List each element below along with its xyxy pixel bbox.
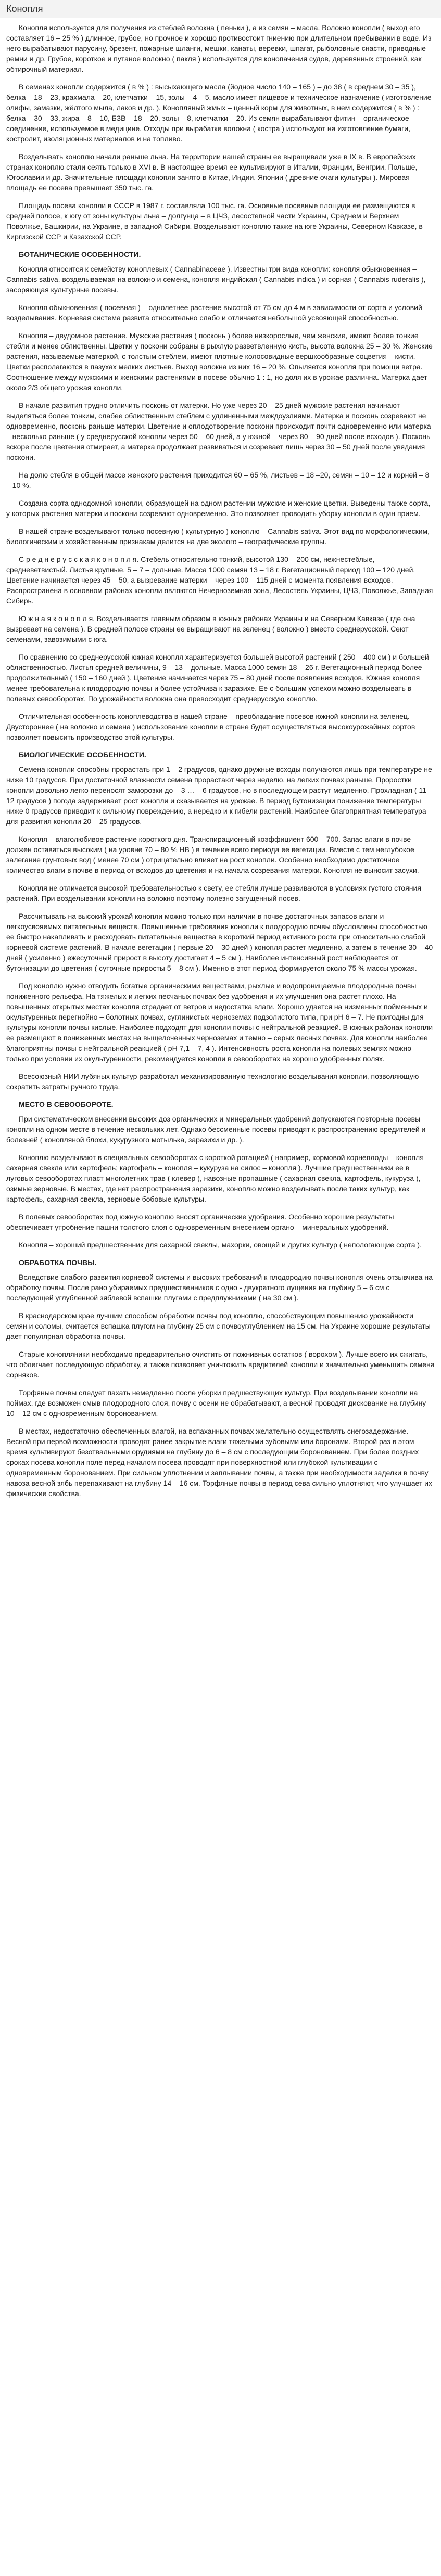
title-bar xyxy=(0,0,441,18)
paragraph: По сравнению со среднерусской южная конопля характеризуется большей высотой растений ( 250 – 400 см ) и большей облиственностью. Листья средней величины, 9 – 13 – дольные. Масса 1000 семян 18 – 26 г. Вегетационный период более продолжительный ( 150 – 160 дней ). Цветение начинается через 75 – 80 дней после появления всходов. Южная конопля менее требовательна к плодородию почвы и более устойчива к заразихе. Ее с большим успехом можно возделывать в полевых севооборотах. По урожайности волокна она превосходит среднерусскую коноплю. xyxy=(6,653,429,703)
page-title: Конопля xyxy=(6,4,43,14)
paragraph: Возделывать коноплю начали раньше льна. На территории нашей страны ее выращивали уже в IX в. В европейских странах коноплю стали сеять только в XVI в. В настоящее время ее культивируют в Италии, Франции, Венгрии, Польше, Югославии и др. Значительные площади конопли занято в Китае, Индии, Японии ( древние очаги культуры ). Мировая площадь ее посева превышает 350 тыс. га. xyxy=(6,152,418,192)
paragraph: Под коноплю нужно отводить богатые органическими веществами, рыхлые и водопроницаемые плодородные почвы пониженного рельефа. На тяжелых и легких песчаных почвах без удобрения и их улучшения она растет плохо. На повышенных открытых местах конопля страдает от ветров и недостатка влаги. Хорошо удается на низменных пойменных и окультуренных перегнойно – болотных почвах, суглинистых черноземах подзолистого типа, при рН 6 – 7. Не пригодны для культуры конопли почвы кислые. Наиболее подходят для конопли почвы с нейтральной реакцией. В южных районах конопли ее размещают в пониженных местах на выщелоченных черноземах и темно – серых лесных почвах. Для конопли наиболее благоприятны почвы с нейтральной реакцией ( рН 7,1 – 7, 4 ). Интенсивность роста конопли на полевых землях можно только при условии их окультуренности, рекомендуется конопли в севооборотах на хорошо удобренных полях. xyxy=(6,982,433,1063)
paragraph: Коноплю возделывают в специальных севооборотах с короткой ротацией ( например, кормовой корнеплоды – конопля – сахарная свекла или картофель; картофель – конопля – кукуруза на силос – конопля ). Лучшие предшественники ее в луговых севооборотах пласт многолетних трав ( клевер ), навозные пропашные ( сахарная свекла, картофель, кукуруза ), озимые зерновые. В местах, где нет распространения заразихи, коноплю можно возделывать после таких культур, как картофель, сахарная свекла, зерновые бобовые культуры. xyxy=(6,1153,430,1203)
paragraph: В местах, недостаточно обеспеченных влагой, на вспаханных почвах желательно осуществлять снегозадержание. Весной при первой возможности проводят ранее закрытие влаги тяжелыми зубовыми или боронами. Второй раз в этом время культивируют безотвальными орудиями на глубину до 6 – 8 см с последующим боронованием. При более поздних сроках посева конопли поле перед началом посева проводят при поверхностной или глубокой культивации с одновременным боронованием. При сильном уплотнении и заплывании почвы, а также при необходимости заделки в почву навоза весной зябь перепахивают на глубину 14 – 16 см. Торфяные почвы в период сева сильно уплотняют, что улучшает их физические свойства. xyxy=(6,1427,432,1498)
paragraph: Конопля – влаголюбивое растение короткого дня. Транспирационный коэффициент 600 – 700. Запас влаги в почве должен оставаться высоким ( на уровне 70 – 80 % НВ ) в течение всего периода ее вегетации. Вместе с тем неглубокое залегание грунтовых вод ( менее 70 см ) отрицательно влияет на рост конопли. Особенно необходимо достаточное количество влаги в почве в период от всходов до цветения и на начала созревания матерки. Конопля не выносит засухи. xyxy=(6,835,419,874)
paragraph: Конопля относится к семейству коноплевых ( Cannabinaceae ). Известны три вида конопли: конопля обыкновенная – Cannabis sativa, возделываемая на волокно и семена, конопля индийская ( Cannabis indica ) и сорная ( Cannabis ruderalis ), засоряющая культурные посевы. xyxy=(6,265,426,294)
paragraph: В начале развития трудно отличить посконь от матерки. Но уже через 20 – 25 дней мужские растения начинают выделяться более тонким, слабее облиственным стеблем с удлиненными междоузлиями. Матерка и посконь созревают не одновременно, посконь раньше матерки. Цветение и оплодотворение поскони происходит почти одновременно или матерка – несколько раньше ( у среднерусской конопли через 50 – 60 дней, а у южной – через 80 – 90 дней после всходов ). Посконь вскоре после цветения отмирает, а матерка продолжает развиваться и созревает лишь через 30 – 50 дней после увядания поскони. xyxy=(6,401,431,461)
paragraph: Всесоюзный НИИ лубяных культур разработал механизированную технологию возделывания конопли, позволяющую сократить затраты ручного труда. xyxy=(6,1072,419,1091)
section-heading: БОТАНИЧЕСКИЕ ОСОБЕННОСТИ. xyxy=(19,250,141,259)
paragraph: Семена конопли способны прорастать при 1 – 2 градусов, однако дружные всходы получаются лишь при температуре не ниже 10 градусов. При достаточной влажности семена прорастают через неделю, на легких почвах раньше. Проростки конопли довольно легко переносят заморозки до – 3 … – 6 градусов, но в последующем растут медленно. Прохладная ( 11 – 12 градусов ) погода задерживает рост конопли и сказывается на урожае. В период бутонизации понижение температуры ниже 0 градусов приводит к сильному повреждению, а нередко и к гибели растений. Наиболее благоприятная температура для развития конопли 20 – 25 градусов. xyxy=(6,765,433,826)
paragraph: Старые конопляники необходимо предварительно очистить от пожнивных остатков ( ворохом ). Лучше всего их сжигать, что облегчает последующую обработку, а также позволяет уничтожить вредителей конопли и значительно уменьшить семена сорняков. xyxy=(6,1350,435,1379)
section-heading: МЕСТО В СЕВООБОРОТЕ. xyxy=(19,1100,114,1109)
section-heading: БИОЛОГИЧЕСКИЕ ОСОБЕННОСТИ. xyxy=(19,751,146,759)
paragraph: Конопля используется для получения из стеблей волокна ( пеньки ), а из семян – масла. Волокно конопли ( выход его составляет 16 – 25 % ) длинное, грубое, но прочное и хорошо противостоит гниению при длительном пребывании в воде. Из него вырабатывают парусину, брезент, пожарные шланги, мешки, канаты, веревки, шпагат, рыболовные снасти, приводные ремни и др. Грубое, короткое и путаное волокно ( пакля ) используется для конопачения судов, деревянных строений, как обтирочный материал. xyxy=(6,23,432,73)
paragraph: Торфяные почвы следует пахать немедленно после уборки предшествующих культур. При возделывании конопли на поймах, где возможен смыв плодородного слоя, почву с осени не обрабатывают, а весной проводят дискование на глубину 10 – 12 см с одновременным боронованием. xyxy=(6,1388,426,1418)
paragraph: В нашей стране возделывают только посевную ( культурную ) коноплю – Cannabis sativa. Этот вид по морфологическим, биологическим и хозяйственным признакам делится на две эколого – географические группы. xyxy=(6,527,430,546)
paragraph: При систематическом внесении высоких доз органических и минеральных удобрений допускаются повторные посевы конопли на одном месте в течение нескольких лет. Однако бессменные посевы приводят к распространению вредителей и болезней ( конопляной блохи, кукурузного мотылька, заразихи и др. ). xyxy=(6,1115,426,1144)
paragraph: Отличительная особенность коноплеводства в нашей стране – преобладание посевов южной конопли на зеленец. Двустороннее ( на волокно и семена ) использование конопли в стране будет осуществляться высокоурожайных сортов позволяет повысить производство этой культуры. xyxy=(6,712,415,741)
paragraph: В полевых севооборотах под южную коноплю вносят органические удобрения. Особенно хорошие результаты обеспечивает утробнение пашни толстого слоя с одновременным внесением органо – минеральных удобрений. xyxy=(6,1213,394,1231)
paragraph: На долю стебля в общей массе женского растения приходится 60 – 65 %, листьев – 18 –20, семян – 10 – 12 и корней – 8 – 10 %. xyxy=(6,471,430,490)
paragraph: Конопля – двудомное растение. Мужские растения ( посконь ) более низкорослые, чем женские, имеют более тонкие стебли и менее облиственны. Цветки у поскони собраны в рыхлую разветвленную кисть, высота волокна 25 – 30 %. Женские растения, называемые матеркой, с толстым стеблем, имеют плотные колосовидные вершкообразные соцветия – кисти. Цветки располагаются в пазухах мелких листьев. Выход волокна из них 16 – 20 %. Опыляется конопля при помощи ветра. Соотношение между мужскими и женскими растениями в посеве обычно 1 : 1, но доля их в урожае различна. Матерка дает около 2/3 общего урожая конопли. xyxy=(6,331,433,392)
paragraph: Конопля обыкновенная ( посевная ) – однолетнее растение высотой от 75 см до 4 м в зависимости от сорта и условий возделывания. Корневая система развита относительно слабо и отличается небольшой усвояющей способностью. xyxy=(6,303,422,322)
paragraph: Создана сорта однодомной конопли, образующей на одном растении мужские и женские цветки. Выведены также сорта, у которых растения матерки и поскони созревают одновременно. Это позволяет проводить уборку конопли в один прием. xyxy=(6,499,431,518)
paragraph: В краснодарском крае лучшим способом обработки почвы под коноплю, способствующим повышению урожайности семян и соломы, считается вспашка плугом на глубину 25 см с почвоуглублением на 15 см. На Украине хорошие результаты дает популярная обработка почвы. xyxy=(6,1311,431,1341)
article-body xyxy=(0,18,441,1499)
paragraph: Рассчитывать на высокий урожай конопли можно только при наличии в почве достаточных запасов влаги и легкоусвояемых питательных веществ. Повышенные требования конопли к плодородию почвы обусловлены способностью ее быстро накапливать и расходовать питательные вещества в короткий период активного роста при относительно слабой корневой системе растений. В начале вегетации ( первые 20 – 30 дней ) конопля растет медленно, а затем в течение 30 – 40 дней ( усиленно ) ежесуточный прирост в высоту достигает 4 – 5 см ). Наиболее интенсивный рост наблюдается от бутонизации до цветения ( суточные приросты 5 – 8 см ). Именно в этот период формируется около 75 % массы урожая. xyxy=(6,912,433,972)
paragraph: Ю ж н а я к о н о п л я. Возделывается главным образом в южных районах Украины и на Северном Кавказе ( где она вызревает на семена ). В средней полосе страны ее выращивают на зеленец ( волокно ) вместо среднерусской. Сеют семенами, завозимыми с юга. xyxy=(6,614,415,643)
paragraph: Вследствие слабого развития корневой системы и высоких требований к плодородию почвы конопля очень отзывчива на обработку почвы. После рано убираемых предшественников с одно - двукратного лущения на глубину 5 – 6 см с последующей углубленной зяблевой вспашки плугами с предплужниками ( на 30 см ). xyxy=(6,1273,433,1302)
paragraph: С р е д н е р у с с к а я к о н о п л я. Стебель относительно тонкий, высотой 130 – 200 см, нежнестеблые, средневетвистый. Листья крупные, 5 – 7 – дольные. Масса 1000 семян 13 – 18 г. Вегетационный период 100 – 120 дней. Цветение начинается через 45 – 50, а вызревание матерки – через 100 – 115 дней с момента появления всходов. Распространена в основном районах конопли являются Нечерноземная зона, Лесостепь Украины, ЦЧЗ, Поволжье, Западная Сибирь. xyxy=(6,555,433,605)
paragraph: Площадь посева конопли в СССР в 1987 г. составляла 100 тыс. га. Основные посевные площади ее размещаются в средней полосе, к югу от зоны культуры льна – долгунца – в ЦЧЗ, лесостепной части Украины, Среднем и Верхнем Поволжье, Башкирии, на Украине, в западной Сибири. Возделывают коноплю также на юге Украины, Северном Кавказе, в Киргизской ССР и Казахской ССР. xyxy=(6,201,423,241)
paragraph: Конопля не отличается высокой требовательностью к свету, ее стебли лучше развиваются в условиях густого стояния растений. При возделывании конопли на волокно поэтому полезно загущенный посев. xyxy=(6,884,421,903)
paragraph: Конопля – хороший предшественник для сахарной свеклы, махорки, овощей и других культур ( непологающие сорта ). xyxy=(19,1241,422,1249)
paragraph: В семенах конопли содержится ( в % ) : высыхающего масла (йодное число 140 – 165 ) – до 38 ( в среднем 30 – 35 ), белка – 18 – 23, крахмала – 20, клетчатки – 15, золы – 4 – 5. масло имеет пищевое и техническое назначение ( изготовление олифы, замазки, жёлтого мыла, лаков и др. ). Конопляный жмых – ценный корм для животных, в нем содержится ( в % ) : белка – 30 – 33, жира – 8 – 10, БЗВ – 18 – 20, золы – 8, клетчатки – 20. Из семян вырабатывают фитин – органическое соединение, используемое в медицине. Отходы при вырабатке волокна ( костра ) используют на изготовление бумаги, костролит, изоляционных материалов и на топливо. xyxy=(6,83,432,143)
section-heading: ОБРАБОТКА ПОЧВЫ. xyxy=(19,1258,97,1267)
